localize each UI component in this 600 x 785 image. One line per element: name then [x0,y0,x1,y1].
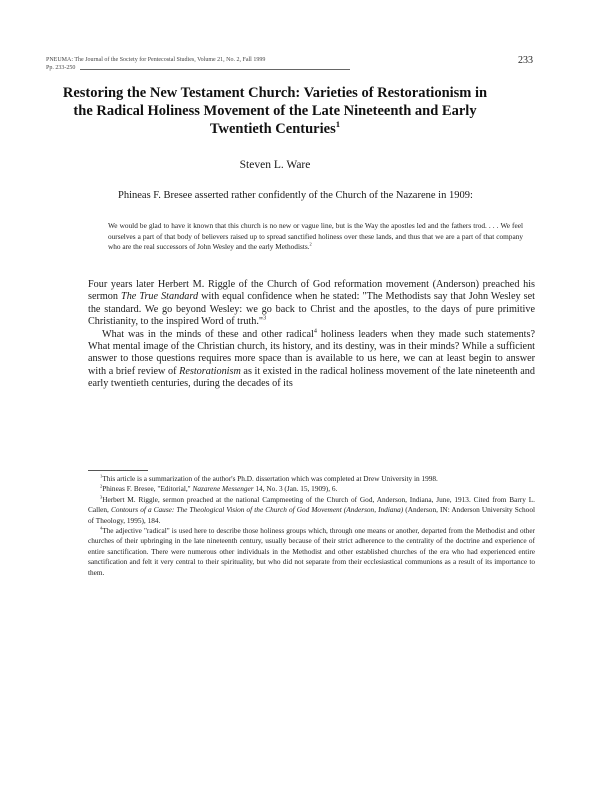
body-p1-sermon-title: The True Standard [121,291,199,303]
body-p2-text-c: as it existed in the radical holiness movement of the late nineteenth and early twentieth centuries, during the decades of its [88,365,535,390]
body-p2-text-b: holiness leaders when they made such statements? What mental image of the Christian church, its history, and its destiny, was in their minds? While a sufficient answer to those questions requires more space than is available to us here, we can at least begin to answer with a brief review of [88,328,535,377]
block-quote [108,221,523,253]
header-journal-line: PNEUMA: The Journal of the Society for Pentecostal Studies, Volume 21, No. 2, Fall 1999 [46,57,266,63]
quote-footnote-ref[interactable]: 2 [309,241,312,247]
footnote-4 [88,526,535,578]
footnotes [88,474,535,578]
footnote-1 [88,474,535,484]
footnote-2-text-b: 14, No. 3 (Jan. 15, 1909), 6. [253,484,338,494]
body-p2-text-a: What was in the minds of these and other radical [102,328,314,340]
footnote-2-marker: 2 [100,483,103,489]
footnote-2-publication: Nazarene Messenger [192,484,254,494]
footnote-2-text-a: Phineas F. Bresee, "Editorial," [102,484,193,494]
block-quote-text: We would be glad to have it known that this church is no new or vague line, but is the Way the apostles led and the fathers trod. . . . We feel ourselves a part of that body of believers raised up to spread sanctified holiness over these lands, and thus that we are a part of that company who are the real successors of John Wesley and the early Methodists. [108,221,523,251]
footnote-1-marker: 1 [100,473,103,479]
footnote-3-book-title: Contours of a Cause: The Theological Vision of the Church of God Movement (Anderson, Indiana) [110,505,404,515]
page-number: 233 [518,55,533,66]
footnote-3-text-a: Herbert M. Riggle, sermon preached at the national Campmeeting of the Church of God, Anderson, Indiana, June, 1913. Cited from Barry L. Callen, [88,494,535,515]
article-title [60,84,490,138]
body-p2-footnote-ref[interactable]: 4 [313,328,317,335]
footnote-3-marker: 3 [100,494,103,500]
footnote-4-text: The adjective "radical" is used here to describe those holiness groups which, through one means or another, departed from the Methodist and other churches of their upbringing in the late nineteenth century, usually because of their strict adherence to the centrality of the doctrine and experience of entire sanctification. There were numerous other individuals in the Methodist and other established churches of the era who had experienced entire sanctification and felt it very central to their spirituality, but who did not separate from their ecclesiastical communions as a result of its importance to them. [88,526,535,577]
article-title-text: Restoring the New Testament Church: Varieties of Restorationism in the Radical Holiness Movement of the Late Nineteenth and Early Twentieth Centuries [62,85,488,137]
footnote-1-text: This article is a summarization of the author's Ph.D. dissertation which was completed at Drew University in 1998. [102,474,438,483]
article-author: Steven L. Ware [239,159,311,171]
intro-text: Phineas F. Bresee asserted rather confidently of the Church of the Nazarene in 1909: [118,190,473,201]
footnote-rule [88,470,148,471]
body-p1-text-a: Four years later Herbert M. Riggle of the Church of God reformation movement (Anderson) preached his sermon [88,279,535,303]
footnote-4-marker: 4 [100,525,103,531]
footnote-3-text-b: (Anderson, IN: Anderson University School of Theology, 1995), 184. [88,505,535,525]
body-paragraph-1 [88,279,535,329]
header-pages-line: Pp. 233-250 [46,65,76,71]
header-rule [80,69,350,70]
body-text [88,279,535,391]
body-p1-text-b: with equal confidence when he stated: "The Methodists say that John Wesley set the standard. We go beyond Wesley: we go back to Christ and the apostles, to the days of pure primitive Christianity, to the inspired Word of truth." [88,291,535,328]
footnote-3 [88,495,535,526]
body-p1-footnote-ref[interactable]: 3 [263,315,267,322]
title-footnote-ref[interactable]: 1 [335,119,341,130]
body-p2-term: Restorationism [179,365,241,377]
body-paragraph-2 [88,329,535,391]
intro-paragraph [88,189,535,203]
footnote-2 [88,484,535,494]
